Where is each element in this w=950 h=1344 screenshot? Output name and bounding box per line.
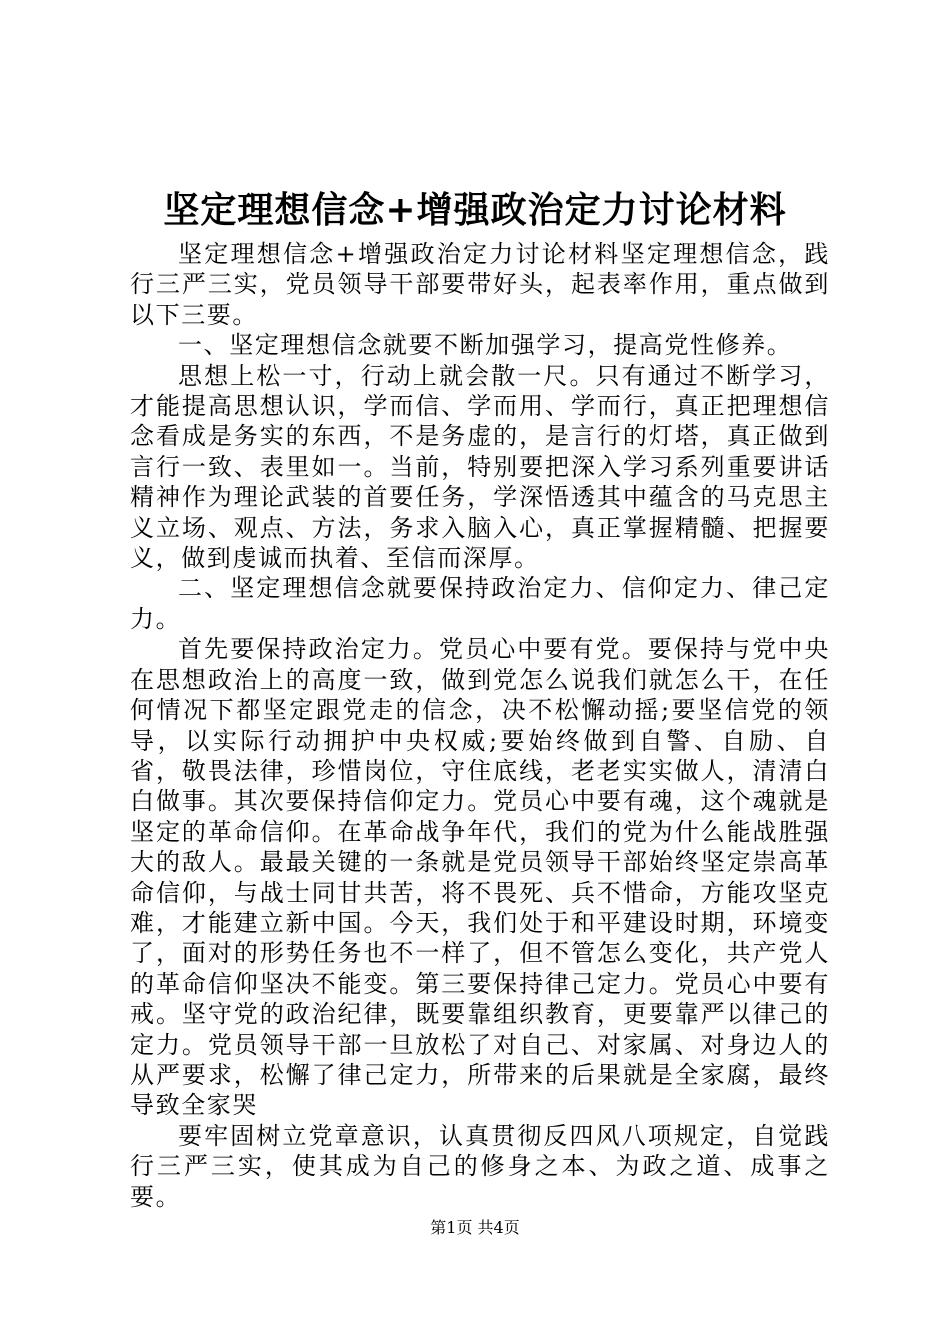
paragraph-heading-two: 二、坚定理想信念就要保持政治定力、信仰定力、律己定力。 — [130, 574, 830, 633]
paragraph-three-forces: 首先要保持政治定力。党员心中要有党。要保持与党中央在思想政治上的高度一致，做到党怎么说我们就怎么干，在任何情况下都坚定跟党走的信念，决不松懈动摇;要坚信党的领导，以实际行动拥护中央权威;要始终做到自警、自励、自省，敬畏法律，珍惜岗位，守住底线，老老实实做人，清清白白做事。其次要保持信仰定力。党员心中要有魂，这个魂就是坚定的革命信仰。在革命战争年代，我们的党为什么能战胜强大的敌人。最最关键的一条就是党员领导干部始终坚定崇高革命信仰，与战士同甘共苦，将不畏死、兵不惜命，方能攻坚克难，才能建立新中国。今天，我们处于和平建设时期，环境变了，面对的形势任务也不一样了，但不管怎么变化，共产党人的革命信仰坚决不能变。第三要保持律己定力。党员心中要有戒。坚守党的政治纪律，既要靠组织教育，更要靠严以律己的定力。党员领导干部一旦放松了对自己、对家属、对身边人的从严要求，松懈了律己定力，所带来的后果就是全家腐，最终导致全家哭 — [130, 635, 830, 1120]
document-title: 坚定理想信念+增强政治定力讨论材料 — [163, 189, 787, 231]
paragraph-conclusion: 要牢固树立党章意识，认真贯彻反四风八项规定，自觉践行三严三实，使其成为自己的修身之本、为政之道、成事之要。 — [130, 1121, 830, 1211]
paragraph-intro: 坚定理想信念+增强政治定力讨论材料坚定理想信念，践行三严三实，党员领导干部要带好头，起表率作用，重点做到以下三要。 — [130, 240, 830, 329]
paragraph-study: 思想上松一寸，行动上就会散一尺。只有通过不断学习，才能提高思想认识，学而信、学而用、学而行，真正把理想信念看成是务实的东西，不是务虚的，是言行的灯塔，真正做到言行一致、表里如一。当前，特别要把深入学习系列重要讲话精神作为理论武装的首要任务，学深悟透其中蕴含的马克思主义立场、观点、方法，务求入脑入心，真正掌握精髓、把握要义，做到虔诚而执着、至信而深厚。 — [130, 361, 830, 573]
page-number-footer: 第1页 共4页 — [430, 1218, 520, 1237]
paragraph-heading-one: 一、坚定理想信念就要不断加强学习，提高党性修养。 — [178, 331, 793, 360]
document-body — [130, 239, 830, 1212]
